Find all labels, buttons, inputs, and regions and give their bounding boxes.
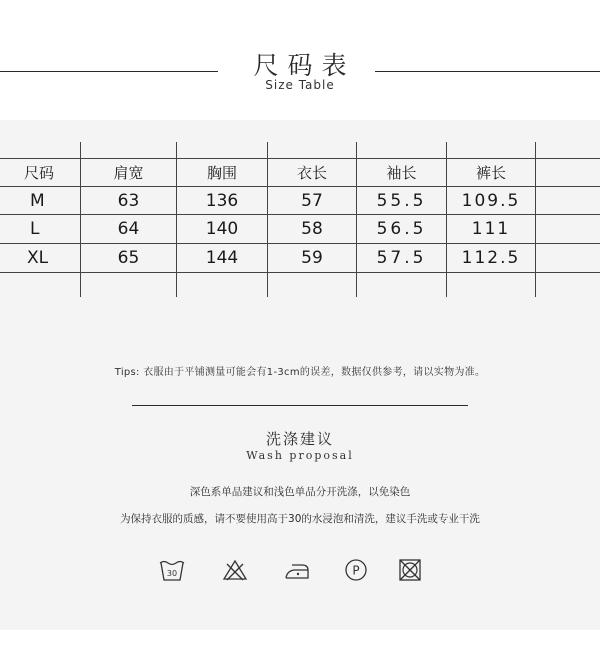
table-cell: 144 (205, 248, 239, 268)
column-header: 胸围 (206, 164, 237, 182)
dry-clean-p-icon (344, 558, 368, 586)
table-divider (535, 142, 536, 297)
table-rule (0, 243, 600, 244)
page-footer-space (0, 630, 600, 654)
table-rule (0, 272, 600, 273)
table-cell: 57 (301, 191, 323, 211)
wash-subtitle: Wash proposal (246, 449, 354, 462)
dry-clean-label: P (352, 563, 360, 578)
column-header: 衣长 (296, 164, 327, 182)
wash-note-2: 为保持衣服的质感，请不要使用高于30的水浸泡和清洗，建议手洗或专业干洗 (120, 513, 480, 525)
section-divider (132, 405, 468, 406)
table-cell: 140 (205, 219, 239, 239)
wash-title: 洗涤建议 (265, 430, 334, 448)
size-label: XL (27, 248, 49, 268)
table-rule (0, 158, 600, 159)
column-header: 尺码 (24, 164, 55, 182)
table-cell: 65 (117, 248, 140, 268)
column-header: 裤长 (475, 164, 506, 182)
size-label: L (30, 219, 40, 239)
do-not-bleach-icon (222, 558, 248, 586)
wash-30-icon (159, 558, 185, 586)
do-not-tumble-dry-icon (398, 558, 422, 586)
table-cell: 59 (301, 248, 323, 268)
column-header: 袖长 (386, 164, 417, 182)
table-cell: 63 (117, 191, 140, 211)
table-cell: 58 (301, 219, 323, 239)
wash-temp-label: 30 (166, 569, 178, 578)
table-rule (0, 186, 600, 187)
wash-note-1: 深色系单品建议和浅色单品分开洗涤，以免染色 (189, 486, 411, 498)
table-cell: 109.5 (461, 191, 521, 211)
iron-low-icon (283, 558, 311, 586)
table-cell: 111 (471, 219, 511, 239)
table-cell: 136 (205, 191, 239, 211)
page-header (0, 0, 600, 120)
tips-text: Tips: 衣服由于平铺测量可能会有1-3cm的误差，数据仅供参考，请以实物为准。 (114, 367, 486, 378)
size-label: M (30, 191, 45, 211)
column-header: 肩宽 (113, 164, 144, 182)
table-cell: 112.5 (461, 248, 521, 268)
table-rule (0, 214, 600, 215)
table-cell: 64 (117, 219, 140, 239)
table-cell: 56.5 (376, 219, 427, 239)
table-cell: 57.5 (376, 248, 427, 268)
table-cell: 55.5 (376, 191, 427, 211)
page-title: 尺码表 (253, 51, 356, 80)
page-subtitle: Size Table (265, 78, 335, 92)
